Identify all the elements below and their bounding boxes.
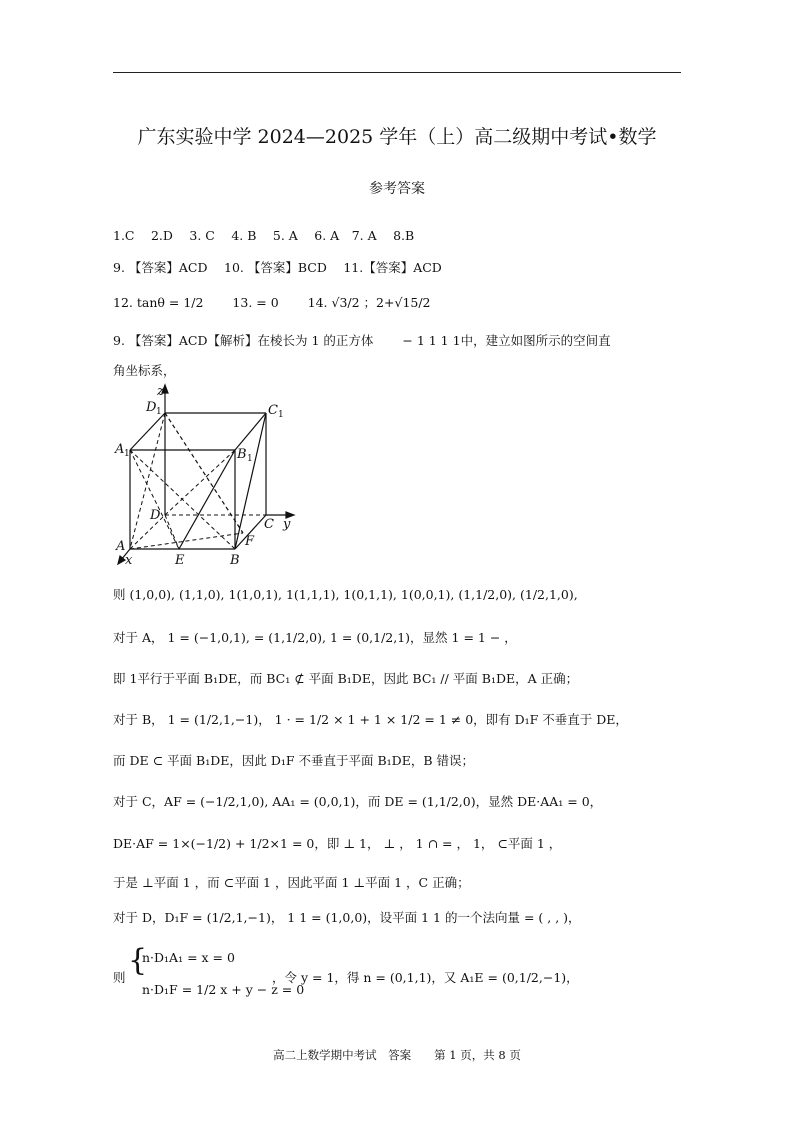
label-d1-sub: 1	[156, 407, 162, 417]
answer-line-3: 12. tanθ = 1/2 13. = 0 14. √3/2 ；2+√15/2	[113, 295, 431, 310]
system-eq-2: n·D₁F = 1/2 x + y − z = 0	[142, 982, 305, 997]
solution-intro-2: 角坐标系，	[113, 363, 176, 378]
label-b: B	[230, 553, 240, 565]
label-a1-sub: 1	[124, 449, 130, 459]
option-d-line-2: ，令 y = 1，得 n = (0,1,1)，又 A₁E = (0,1/2,−1)，	[272, 970, 579, 985]
label-c1-sub: 1	[278, 410, 284, 420]
label-d: D	[150, 508, 161, 523]
label-b1-sub: 1	[247, 454, 253, 464]
option-b-line-1: 对于 B， 1 = (1/2,1,−1)， 1 · = 1/2 × 1 + 1 × 1/2 = 1 ≠ 0，即有 D₁F 不垂直于 DE，	[113, 712, 628, 727]
answer-line-1: 1.C 2.D 3. C 4. B 5. A 6. A 7. A 8.B	[113, 228, 415, 243]
label-x: x	[125, 553, 133, 565]
page-title: 广东实验中学 2024—2025 学年（上）高二级期中考试•数学	[137, 126, 657, 148]
label-f: F	[245, 534, 255, 549]
header-rule	[113, 72, 681, 73]
label-a1: A	[115, 442, 125, 457]
label-a: A	[116, 539, 126, 554]
label-b1: B	[237, 447, 247, 462]
label-e: E	[175, 553, 185, 565]
option-b-line-2: 而 DE ⊂ 平面 B₁DE，因此 D₁F 不垂直于平面 B₁DE，B 错误；	[113, 753, 474, 768]
label-d1: D	[146, 400, 157, 415]
label-c: C	[264, 517, 274, 532]
label-y: y	[283, 517, 291, 532]
option-a-line-1: 对于 A， 1 = (−1,0,1), = (1,1/2,0), 1 = (0,1/2,1)，显然 1 = 1 − ，	[113, 630, 517, 645]
option-c-line-3: 于是 ⊥平面 1 ，而 ⊂平面 1 ，因此平面 1 ⊥平面 1 ，C 正确；	[113, 875, 470, 890]
coords-line: 则 (1,0,0), (1,1,0), 1(1,0,1), 1(1,1,1), 1(0,1,1), 1(0,0,1), (1,1/2,0), (1/2,1,0),	[113, 587, 578, 602]
page-footer: 高二上数学期中考试 答案 第 1 页，共 8 页	[273, 1048, 521, 1062]
label-z: z	[157, 384, 164, 399]
cube-figure	[113, 383, 303, 565]
option-d-line-1: 对于 D，D₁F = (1/2,1,−1)， 1 1 = (1,0,0)，设平面 1 1 的一个法向量 = ( , , )，	[113, 910, 581, 925]
page-subtitle: 参考答案	[369, 181, 425, 197]
cube-diagram	[113, 383, 303, 565]
system-brace: {	[128, 943, 148, 978]
option-c-line-2: DE·AF = 1×(−1/2) + 1/2×1 = 0，即 ⊥ 1， ⊥ ， 1 ∩ = ， 1， ⊂平面 1 ，	[113, 836, 562, 851]
system-eq-1: n·D₁A₁ = x = 0	[142, 950, 235, 965]
label-c1: C	[268, 403, 278, 418]
option-a-line-2: 即 1平行于平面 B₁DE，而 BC₁ ⊄ 平面 B₁DE，因此 BC₁ // 平面 B₁DE，A 正确；	[113, 671, 579, 686]
option-c-line-1: 对于 C，AF = (−1/2,1,0), AA₁ = (0,0,1)，而 DE = (1,1/2,0)，显然 DE·AA₁ = 0，	[113, 794, 603, 809]
option-d-system-prefix: 则	[113, 970, 126, 985]
answer-line-2: 9. 【答案】ACD 10. 【答案】BCD 11.【答案】ACD	[113, 260, 442, 275]
solution-intro-1: 9. 【答案】ACD【解析】在棱长为 1 的正方体 − 1 1 1 1中，建立如图所示的空间直	[113, 333, 611, 348]
